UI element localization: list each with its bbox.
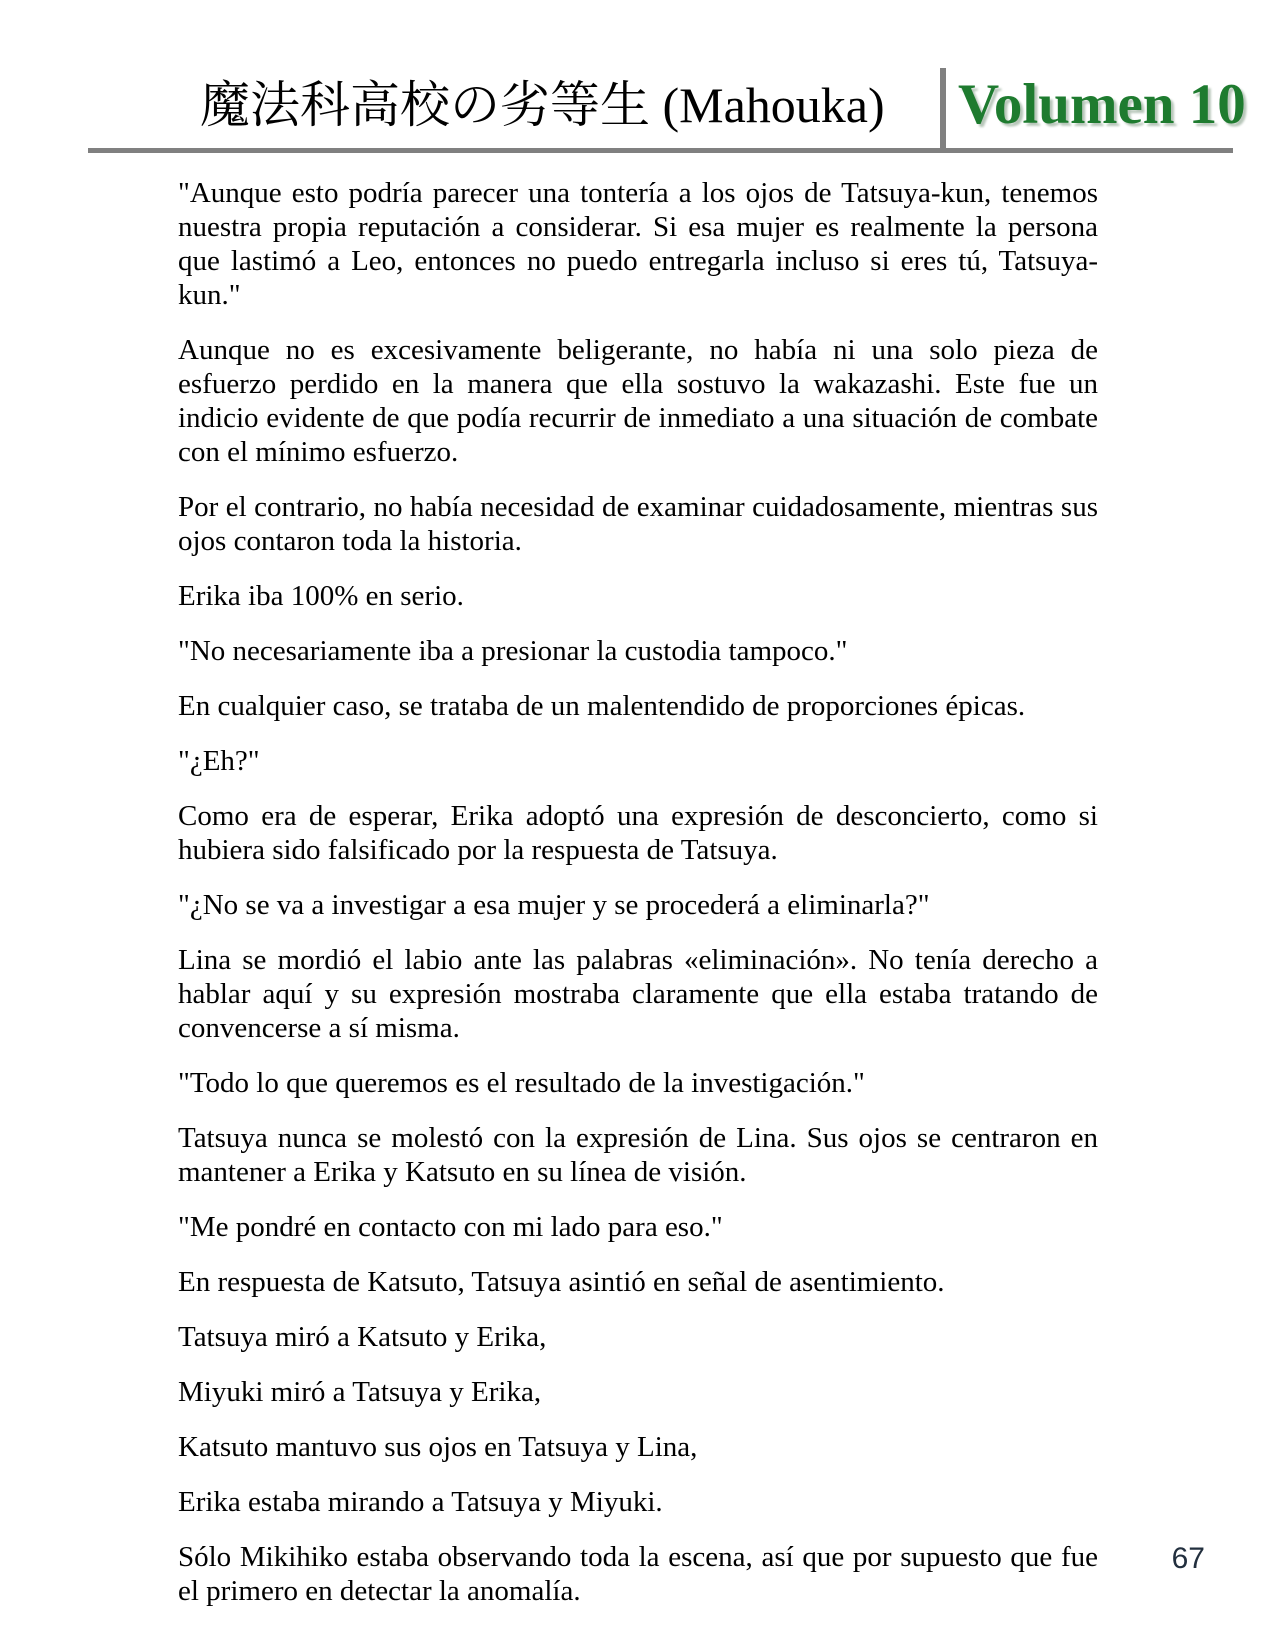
document-title: 魔法科高校の劣等生 (Mahouka) (200, 77, 885, 133)
paragraph: "¿Eh?" (178, 745, 260, 777)
header-rule (88, 148, 1233, 153)
paragraph: Aunque no es excesivamente beligerante, no había ni una solo pieza de esfuerzo perdido en la manera que ella sostuvo la wakazashi. Este fue un indicio evidente de que podía recurrir de inmediato a una situación de combate con el mínimo esfuerzo. (178, 334, 1098, 468)
page-number: 67 (1171, 1542, 1205, 1575)
paragraph: Por el contrario, no había necesidad de examinar cuidadosamente, mientras sus ojos contaron toda la historia. (178, 491, 1098, 557)
paragraph: En cualquier caso, se trataba de un malentendido de proporciones épicas. (178, 690, 1026, 722)
paragraph: Erika iba 100% en serio. (178, 580, 464, 612)
body-text (178, 176, 1098, 1629)
paragraph: En respuesta de Katsuto, Tatsuya asintió en señal de asentimiento. (178, 1266, 945, 1298)
paragraph: Katsuto mantuvo sus ojos en Tatsuya y Lina, (178, 1431, 698, 1463)
paragraph: Lina se mordió el labio ante las palabras «eliminación». No tenía derecho a hablar aquí y su expresión mostraba claramente que ella estaba tratando de convencerse a sí misma. (178, 944, 1098, 1044)
paragraph: Miyuki miró a Tatsuya y Erika, (178, 1376, 542, 1408)
volume-label: Volumen 10 (958, 73, 1246, 136)
paragraph: "Me pondré en contacto con mi lado para eso." (178, 1211, 723, 1243)
paragraph: "¿No se va a investigar a esa mujer y se procederá a eliminarla?" (178, 889, 930, 921)
paragraph: Erika estaba mirando a Tatsuya y Miyuki. (178, 1486, 663, 1518)
paragraph: "Todo lo que queremos es el resultado de la investigación." (178, 1067, 865, 1099)
paragraph: "No necesariamente iba a presionar la custodia tampoco." (178, 635, 848, 667)
paragraph: Tatsuya miró a Katsuto y Erika, (178, 1321, 547, 1353)
paragraph: Como era de esperar, Erika adoptó una expresión de desconcierto, como si hubiera sido falsificado por la respuesta de Tatsuya. (178, 800, 1098, 866)
paragraph: Tatsuya nunca se molestó con la expresión de Lina. Sus ojos se centraron en mantener a Erika y Katsuto en su línea de visión. (178, 1122, 1098, 1188)
header-divider-bar (940, 68, 946, 150)
paragraph: Sólo Mikihiko estaba observando toda la escena, así que por supuesto que fue el primero en detectar la anomalía. (178, 1541, 1098, 1607)
paragraph: "Aunque esto podría parecer una tontería a los ojos de Tatsuya-kun, tenemos nuestra propia reputación a considerar. Si esa mujer es realmente la persona que lastimó a Leo, entonces no puedo entregarla incluso si eres tú, Tatsuya-kun." (178, 177, 1098, 311)
